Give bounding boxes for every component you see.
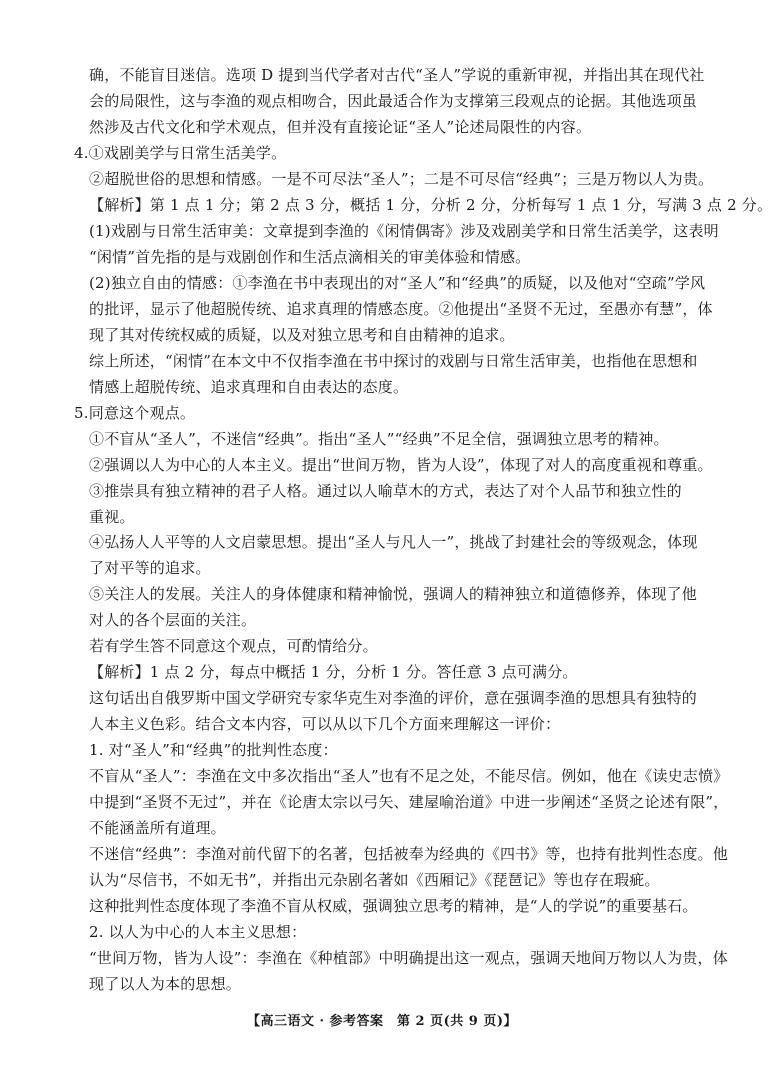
text-line: 不迷信“经典”：李渔对前代留下的名著，包括被奉为经典的《四书》等，也持有批判性态度。他 [89, 845, 728, 863]
text-line: “闲情”首先指的是与戏剧创作和生活点滴相关的审美体验和情感。 [89, 248, 531, 266]
text-line: 中提到“圣贤不无过”，并在《论唐太宗以弓矢、建屋喻治道》中进一步阐述“圣贤之论述有限”， [89, 793, 729, 811]
text-line: ⑤关注人的发展。关注人的身体健康和精神愉悦，强调人的精神独立和道德修养，体现了他 [89, 585, 698, 603]
question-4-heading: 4.①戏剧美学与日常生活美学。 [74, 144, 287, 162]
text-line: ③推崇具有独立精神的君子人格。通过以人喻草木的方式，表达了对个人品节和独立性的 [89, 482, 682, 500]
text-line: 若有学生答不同意这个观点，可酌情给分。 [89, 637, 378, 655]
text-line: 然涉及古代文化和学术观点，但并没有直接论证“圣人”论述局限性的内容。 [89, 118, 592, 136]
text-line: (1)戏剧与日常生活审美：文章提到李渔的《闲情偶寄》涉及戏剧美学和日常生活美学，这表明 [89, 222, 719, 240]
text-line: 重视。 [89, 508, 135, 526]
text-line: 了对平等的追求。 [89, 559, 211, 577]
text-line: 2. 以人为中心的人本主义思想： [89, 923, 307, 941]
text-line: ②超脱世俗的思想和情感。一是不可尽法“圣人”；二是不可尽信“经典”；三是万物以人为贵。 [89, 170, 714, 188]
text-line: 现了其对传统权威的质疑，以及对独立思考和自由精神的追求。 [89, 326, 515, 344]
text-line: 会的局限性，这与李渔的观点相吻合，因此最适合作为支撑第三段观点的论据。其他选项虽 [89, 92, 698, 110]
text-line: “世间万物，皆为人设”：李渔在《种植部》中明确提出这一观点，强调天地间万物以人为贵，体 [89, 949, 728, 967]
text-line: 综上所述，“闲情”在本文中不仅指李渔在书中探讨的戏剧与日常生活审美，也指他在思想和 [89, 352, 698, 370]
text-line: 的批评，显示了他超脱传统、追求真理的情感态度。②他提出“圣贤不无过，至愚亦有慧”，体 [89, 300, 713, 318]
text-line: 这句话出自俄罗斯中国文学研究专家华克生对李渔的评价，意在强调李渔的思想具有独特的 [89, 689, 698, 707]
text-line: 确，不能盲目迷信。选项 D 提到当代学者对古代“圣人”学说的重新审视，并指出其在现代社 [89, 66, 705, 84]
question-5-heading: 5.同意这个观点。 [74, 404, 196, 422]
text-line: 现了以人为本的思想。 [89, 975, 242, 993]
text-line: 这种批判性态度体现了李渔不盲从权威，强调独立思考的精神，是“人的学说”的重要基石。 [89, 897, 698, 915]
page-footer: 【高三语文 · 参考答案 第 2 页(共 9 页)】 [246, 1014, 518, 1029]
text-line: 1. 对“圣人”和“经典”的批判性态度： [89, 741, 338, 759]
text-line: ④弘扬人人平等的人文启蒙思想。提出“圣人与凡人一”，挑战了封建社会的等级观念，体现 [89, 533, 698, 551]
analysis-label-line: 【解析】第 1 点 1 分；第 2 点 3 分，概括 1 分，分析 2 分，分析每写 1 点 1 分，写满 3 点 2 分。 [89, 196, 772, 214]
text-line: 人本主义色彩。结合文本内容，可以从以下几个方面来理解这一评价： [89, 715, 561, 733]
text-line: 不盲从“圣人”：李渔在文中多次指出“圣人”也有不足之处，不能尽信。例如，他在《读史志愤》 [89, 767, 729, 785]
text-line: 对人的各个层面的关注。 [89, 611, 257, 629]
text-line: 不能涵盖所有道理。 [89, 819, 226, 837]
analysis-label-line: 【解析】1 点 2 分，每点中概括 1 分，分析 1 分。答任意 3 点可满分。 [89, 663, 578, 681]
text-line: (2)独立自由的情感：①李渔在书中表现出的对“圣人”和“经典”的质疑，以及他对“空疏”学风 [89, 274, 706, 292]
text-line: ①不盲从“圣人”，不迷信“经典”。指出“圣人”“经典”不足全信，强调独立思考的精神。 [89, 430, 669, 448]
text-line: 认为“尽信书，不如无书”，并指出元杂剧名著如《西厢记》《琵琶记》等也存在瑕疵。 [89, 871, 660, 889]
text-line: ②强调以人为中心的人本主义。提出“世间万物，皆为人设”，体现了对人的高度重视和尊重。 [89, 456, 713, 474]
text-line: 情感上超脱传统、追求真理和自由表达的态度。 [89, 378, 409, 396]
